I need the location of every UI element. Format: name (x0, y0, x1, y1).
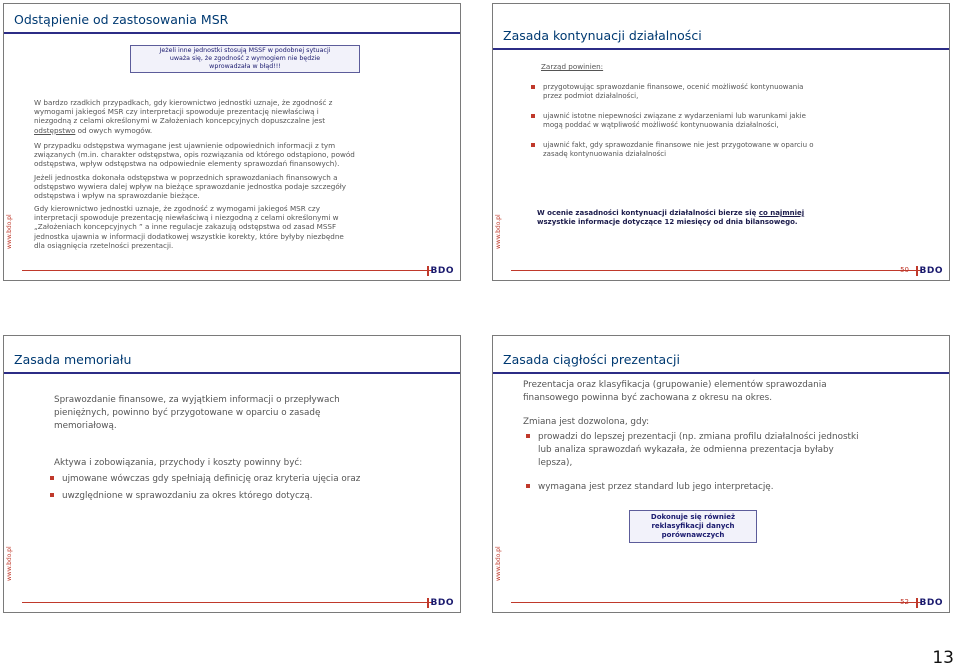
underlined-term: odstępstwo (34, 125, 76, 135)
paragraph (34, 98, 332, 135)
bdo-logo: BDO (427, 266, 454, 276)
bdo-logo: BDO (427, 598, 454, 608)
paragraph (34, 141, 355, 169)
text-line: ujawnić fakt, gdy sprawozdanie finansowe nie jest przygotowane w oparciu o (543, 141, 814, 149)
text-line: prowadzi do lepszej prezentacji (np. zmiana profilu działalności jednostki (538, 432, 859, 442)
text-line: pieniężnych, powinno być przygotowane w oparciu o zasadę (54, 407, 321, 418)
title-rule (493, 48, 949, 50)
text-line: dla osiągnięcia rzetelności prezentacji. (34, 240, 174, 250)
text-line: odstępstwa, wpływ odstępstwa na odpowiednie elementy sprawozdań finansowych). (34, 159, 340, 169)
footer-rule (22, 602, 432, 603)
bullet-icon (531, 143, 535, 147)
paragraph (523, 379, 827, 405)
bdo-logo: BDO (916, 598, 943, 608)
text-line: Sprawozdanie finansowe, za wyjątkiem informacji o przepływach (54, 395, 340, 405)
text-line: ujmowane wówczas gdy spełniają definicję oraz kryteria ujęcia oraz (62, 474, 361, 484)
text-line: finansowego powinna być zachowana z okresu na okres. (523, 392, 773, 403)
slide-odstapienie (3, 3, 461, 281)
text-line: „Założeniach koncepcyjnych ” a inne regulacje zakazują odstępstwa od zasad MSSF (34, 222, 337, 232)
text-line: związanych (m.in. charakter odstępstwa, opis rozwiązania od którego odstąpiono, powód (34, 150, 355, 160)
text-line: zasadę kontynuowania działalności (543, 150, 667, 159)
list-item (543, 141, 814, 159)
callout-line: Jeżeli inne jednostki stosują MSSF w podobnej sytuacji (159, 47, 331, 54)
title-rule (493, 372, 949, 374)
slide-kontynuacja (492, 3, 950, 281)
callout-line: wprowadzała w błąd!!! (209, 63, 281, 71)
underlined-term: co najmniej (758, 209, 805, 217)
text-line: uwzględnione w sprawozdaniu za okres którego dotyczą. (62, 491, 313, 501)
side-url: www.bdo.pl (495, 214, 502, 249)
page-number: 52 (900, 598, 909, 606)
lead-label: Zarząd powinien: (541, 62, 604, 71)
bdo-logo: BDO (916, 266, 943, 276)
sheet-page-number: 13 (932, 648, 954, 668)
callout-line: reklasyfikacji danych (651, 521, 735, 530)
slide-memorial (3, 335, 461, 613)
text-line: lepsza), (538, 457, 573, 468)
text-line: wszystkie informacje dotyczące 12 miesięcy od dnia bilansowego. (537, 217, 798, 226)
callout-box (629, 510, 757, 543)
callout-line: Dokonuje się również (650, 513, 736, 521)
paragraph: Aktywa i zobowiązania, przychody i koszty powinny być: (54, 458, 303, 468)
text-run: od owych wymogów. (75, 125, 153, 135)
list-item (538, 481, 774, 494)
side-url: www.bdo.pl (495, 546, 502, 581)
paragraph: Zmiana jest dozwolona, gdy: (523, 417, 650, 427)
bullet-icon (50, 476, 54, 480)
note (537, 209, 804, 227)
title-rule (4, 372, 460, 374)
bullet-icon (531, 85, 535, 89)
text-line: W ocenie zasadności kontynuacji działalności bierze się co najmniej (537, 209, 805, 217)
paragraph (34, 173, 346, 201)
footer-rule (511, 270, 921, 271)
text-line: odstępstwo wywiera dalej wpływ na bieżące sprawozdanie jednostka podaje szczegóły (34, 182, 347, 192)
footer-rule (22, 270, 432, 271)
text-line: memoriałową. (54, 420, 117, 431)
text-line: wymogami jakiegoś MSR czy interpretacji spowoduje prezentację niewłaściwą i (34, 107, 319, 117)
text-line: wymagana jest przez standard lub jego interpretację. (538, 482, 774, 492)
list-item (62, 473, 360, 486)
text-line: niezgodną z celami określonymi w Założeniach koncepcyjnych dopuszczalne jest (34, 116, 326, 126)
side-url: www.bdo.pl (6, 214, 13, 249)
text-line (34, 126, 332, 135)
slide-title: Zasada ciągłości prezentacji (503, 352, 680, 367)
bullet-icon (531, 114, 535, 118)
callout-box (130, 45, 360, 73)
slide-title: Zasada kontynuacji działalności (503, 28, 702, 43)
text-line: odstępstwa i wpływ na sprawozdanie bieżące. (34, 191, 200, 201)
list-item (543, 112, 806, 130)
text-line: lub analiza sprawozdań wykazała, że odmienna prezentacja byłaby (538, 444, 834, 455)
slide-title: Odstąpienie od zastosowania MSR (14, 12, 229, 27)
bullet-icon (526, 484, 530, 488)
text-line: Prezentacja oraz klasyfikacja (grupowanie) elementów sprawozdania (523, 380, 827, 390)
paragraph (34, 204, 344, 250)
list-item (62, 490, 313, 503)
bullet-icon (526, 434, 530, 438)
text-line: jednostka ujawnia w informacji dodatkowej wszystkie korekty, które byłyby niezbędne (34, 231, 344, 241)
text-line: W bardzo rzadkich przypadkach, gdy kierownictwo jednostki uznaje, że zgodność z (34, 98, 333, 107)
lead-text (541, 62, 603, 71)
title-rule (4, 32, 460, 34)
paragraph (54, 394, 340, 432)
slide-title: Zasada memoriału (14, 352, 132, 367)
page-number: 50 (900, 266, 909, 274)
footer-rule (511, 602, 921, 603)
list-item (538, 431, 859, 469)
callout-line: uważa się, że zgodność z wymogiem nie będzie (169, 55, 321, 63)
callout-line: porównawczych (661, 530, 725, 539)
text-line: Jeżeli jednostka dokonała odstępstwa w poprzednich sprawozdaniach finansowych a (34, 173, 338, 182)
side-url: www.bdo.pl (6, 546, 13, 581)
bullet-icon (50, 493, 54, 497)
text-line: przygotowując sprawozdanie finansowe, ocenić możliwość kontynuowania (543, 83, 804, 91)
text-line: mogą poddać w wątpliwość możliwość kontynuowania działalności, (543, 121, 779, 130)
text-line: Gdy kierownictwo jednostki uznaje, że zgodność z wymogami jakiegoś MSR czy (34, 204, 320, 213)
text-line: ujawnić istotne niepewności związane z wydarzeniami lub warunkami jakie (543, 112, 806, 120)
text-line: W przypadku odstępstwa wymagane jest ujawnienie odpowiednich informacji z tym (34, 141, 336, 150)
slide-ciaglosc (492, 335, 950, 613)
list-item (543, 83, 803, 101)
text-line: interpretacji spowoduje prezentację niewłaściwą i niezgodną z celami określonymi w (34, 213, 339, 223)
text-line: przez podmiot działalności, (543, 92, 639, 101)
